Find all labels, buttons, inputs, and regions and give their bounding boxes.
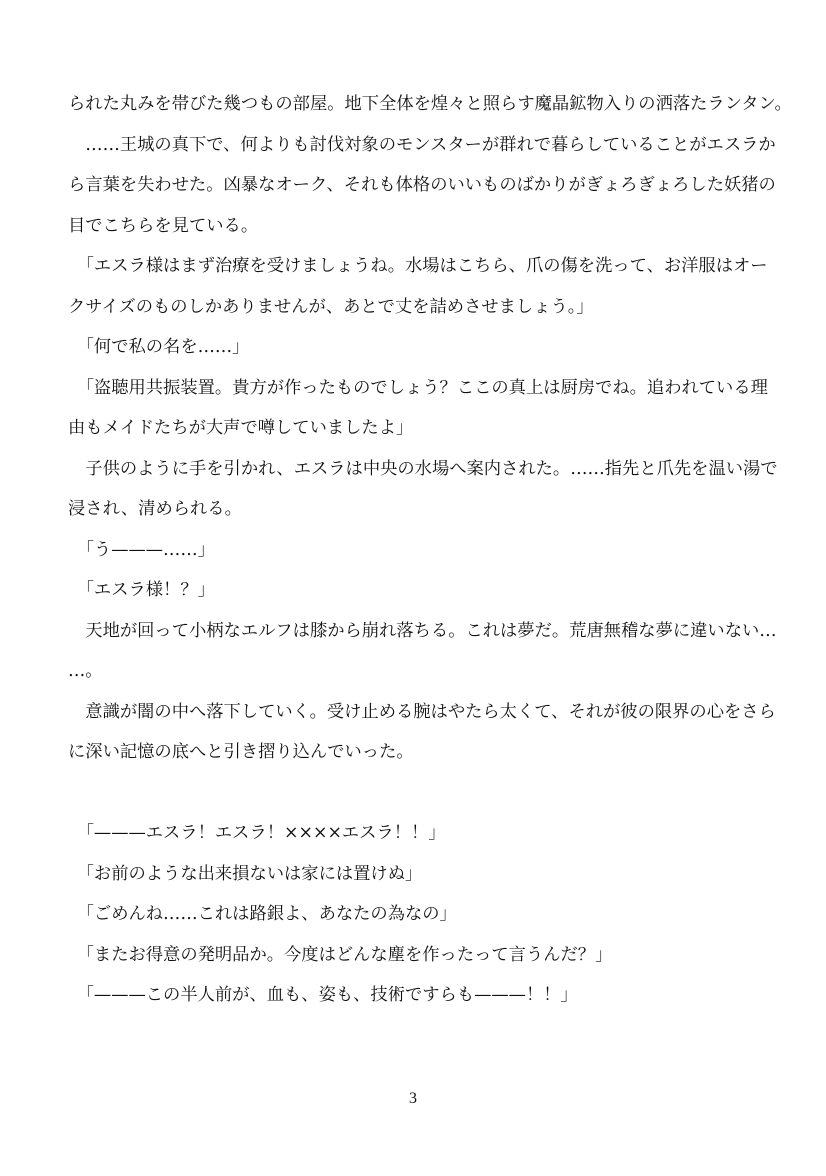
text-line: 「何で私の名を……」 (68, 337, 250, 357)
text-line: 「———エスラ！エスラ！××××エスラ！！」 (68, 823, 446, 843)
text-line: 「エスラ様はまず治療を受けましょうね。水場はこちら、爪の傷を洗って、お洋服はオー (68, 256, 768, 276)
text-line: 「ごめんね……これは路銀よ、あなたの為なの」 (68, 904, 457, 924)
text-line: 天地が回って小柄なエルフは膝から崩れ落ちる。これは夢だ。荒唐無稽な夢に違いない… (68, 620, 777, 641)
text-line: 「お前のような出来損ないは家には置けぬ」 (68, 863, 423, 884)
page-body-text (68, 84, 792, 1016)
text-line: ……王城の真下で、何よりも討伐対象のモンスターが群れで暮らしていることがエスラか (68, 134, 776, 155)
text-line: 「エスラ様！？」 (68, 580, 215, 600)
blank-line (68, 773, 768, 814)
text-line: 「またお得意の発明品か。今度はどんな塵を作ったって言うんだ？」 (68, 944, 613, 965)
text-line: ら言葉を失わせた。凶暴なオーク、それも体格のいいものばかりがぎょろぎょろした妖猪の (68, 175, 776, 195)
text-line: 浸され、清められる。 (68, 499, 242, 519)
page-number: 3 (409, 1090, 417, 1107)
text-line: られた丸みを帯びた幾つもの部屋。地下全体を煌々と照らす魔晶鉱物入りの洒落たランタン。 (68, 94, 792, 114)
text-line: 由もメイドたちが大声で噂していましたよ」 (68, 418, 414, 438)
text-line: 「———この半人前が、血も、姿も、技術ですらも———！！」 (68, 985, 578, 1005)
text-line: 「う———……」 (68, 539, 215, 560)
text-line: に深い記憶の底へと引き摺り込んでいった。 (68, 742, 414, 762)
text-line: 目でこちらを見ている。 (68, 215, 259, 236)
text-line: 意識が闇の中へ落下していく。受け止める腕はやたら太くて、それが彼の限界の心をさら (68, 701, 776, 722)
text-line: 「盗聴用共振装置。貴方が作ったものでしょう？ここの真上は厨房でね。追われている理 (68, 377, 768, 398)
text-line: 子供のように手を引かれ、エスラは中央の水場へ案内された。……指先と爪先を温い湯で (68, 458, 778, 479)
text-line: …。 (68, 661, 103, 681)
text-line: クサイズのものしかありませんが、あとで丈を詰めさせましょう。」 (68, 296, 594, 317)
